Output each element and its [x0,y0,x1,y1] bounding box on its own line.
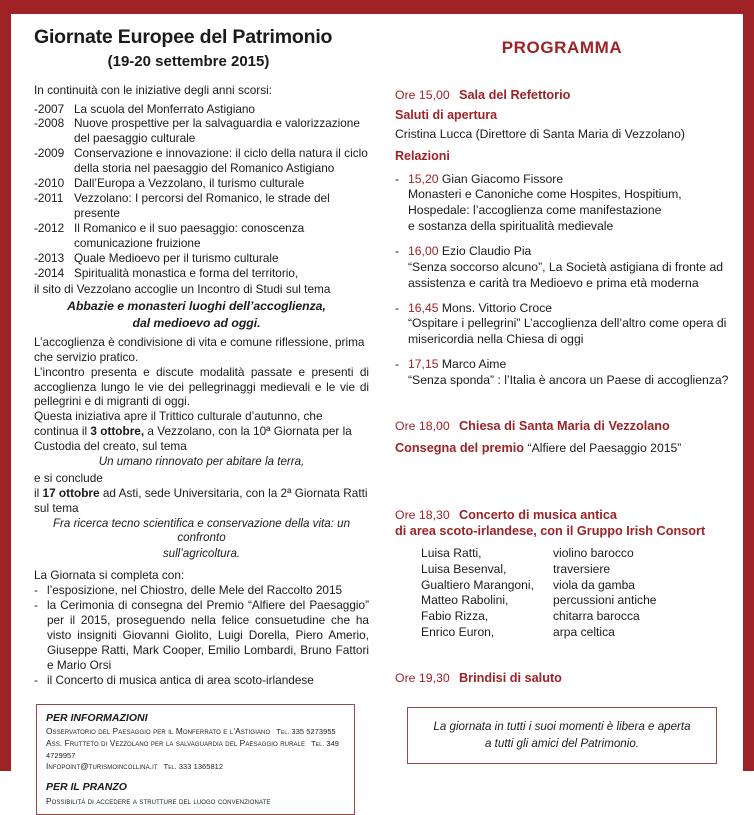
edition-title: Il Romanico e il suo paesaggio: conoscenza comunicazione fruizione [74,221,305,251]
edition-year: -2010 [34,176,65,191]
talk-header [408,172,729,188]
right-column [379,14,743,771]
performer-name: Matteo Rabolini, [421,593,509,608]
talk-header [408,357,729,373]
session-time: Ore 15,00 [395,88,450,102]
paragraph-accoglienza: L’accoglienza è condivisione di vita e comune riflessione, prima che servizio pratico. [34,334,365,364]
talk-header [408,301,729,317]
performer-name: Fabio Rizza, [421,609,489,624]
talk-body [408,301,729,349]
talk-item [395,357,729,389]
concert-title-line-1: Concerto di musica antica [459,507,617,522]
edition-title: Dall’Europa a Vezzolano, il turismo culturale [74,176,305,191]
list-item-text: il Concerto di musica antica di area scoto-irlandese [47,672,314,687]
relazioni-heading: Relazioni [395,148,450,163]
contact-phone: Tel. 349 4729957 [46,738,340,760]
talk-item [395,301,729,349]
info-heading: PER INFORMAZIONI [46,711,148,724]
list-item [34,673,369,688]
dash-bullet-icon: - [34,583,38,598]
session-time: Ore 18,00 [395,418,450,433]
session-place: Sala del Refettorio [459,88,571,102]
contact-phone: Tel. 333 1365812 [163,762,224,772]
talk-body [408,172,729,235]
page-subtitle: (19-20 settembre 2015) [107,53,270,71]
theme-custodia-creato: Un umano rinnovato per abitare la terra, [98,455,305,469]
talk-line: “Senza sponda” : l’Italia è ancora un Paese di accoglienza? [408,373,729,388]
ratti-text-b: ad Asti, sede Universitaria, con la 2ª Giornata Ratti sul tema [34,485,368,515]
performer-name: Gualtiero Marangoni, [421,577,534,592]
intro-lead: In continuità con le iniziative degli anni scorsi: [34,83,273,98]
contact-email[interactable]: Infopoint@turismoincollina.it [46,761,158,772]
award-name: “Alfiere del Paesaggio 2015” [527,440,682,455]
session-place: Chiesa di Santa Maria di Vezzolano [459,418,670,433]
intro-after-years: il sito di Vezzolano accoglie un Incontro di Studi sul tema [34,282,331,297]
dash-bullet-icon: - [395,357,400,372]
talk-line: Monasteri e Canoniche come Hospites, Hospitium, [408,187,682,202]
lunch-heading: PER IL PRANZO [46,781,127,794]
paragraph-ratti [34,486,369,516]
talk-time: 17,15 [408,357,439,372]
session-brindisi [395,671,729,685]
contact-name: Osservatorio del Paesaggio per il Monferrato e l’Astigiano [46,725,271,736]
contact-name: Ass. Frutteto di Vezzolano per la salvaguardia del Paesaggio rurale [46,737,306,748]
talk-line: assistenza e carità tra Medioevo e prima età moderna [408,275,699,290]
talk-speaker: Ezio Claudio Pia [441,244,532,259]
list-item [34,251,369,266]
paragraph-trittico [34,409,369,454]
edition-title: Quale Medioevo per il turismo culturale [74,251,279,266]
edition-title: La scuola del Monferrato Astigiano [74,101,255,116]
edition-title: Nuove prospettive per la salvaguardia e valorizzazione del paesaggio culturale [74,116,360,146]
presenter-name: Cristina Lucca (Direttore di Santa Maria di Vezzolano) [395,127,685,141]
award-row [395,441,729,455]
edition-year: -2008 [34,116,65,131]
session-time: Ore 19,30 [395,670,450,685]
talk-line: “Senza soccorso alcuno”, La Società astigiana di fronte ad [408,259,724,274]
list-item [34,102,369,117]
completes-intro: La Giornata si completa con: [34,568,185,583]
edition-title: Conservazione e innovazione: il ciclo della natura il ciclo della storia nel paesaggio del Romanico Astigiano [74,146,368,176]
performer-instrument: chitarra barocca [553,609,640,624]
concert-title-line-2: di area scoto-irlandese, con il Gruppo Irish Consort [395,524,706,539]
list-item [34,176,369,191]
table-row [421,593,729,609]
date-3-ottobre: 3 ottobre, [90,424,145,439]
list-item [34,116,369,146]
table-row [421,562,729,578]
contact-row [46,738,345,762]
dash-bullet-icon: - [34,672,38,687]
performer-instrument: arpa celtica [553,625,615,640]
session-place: Brindisi di saluto [459,670,562,685]
session-time-place [395,671,729,685]
session-time-place [395,88,729,102]
page-title: Giornate Europee del Patrimonio [34,26,333,48]
performer-instrument: viola da gamba [553,577,636,592]
talk-line: Hospedale: l’accoglienza come manifestazione [408,203,662,218]
theme-ratti-line-2: sull’agricoltura. [162,546,241,560]
list-item-text: l’esposizione, nel Chiostro, delle Mele del Raccolto 2015 [47,583,343,598]
lunch-note: Possibilità di accedere a strutture del luogo convenzionate [46,796,271,807]
talk-body [408,357,729,389]
table-row [421,546,729,562]
paragraph-conclude: e si conclude [34,470,103,485]
dash-bullet-icon: - [395,300,400,315]
talk-line: “Ospitare i pellegrini” L’accoglienza dell’altro come opera di [408,316,727,331]
talk-header [408,244,729,260]
main-theme-line-2: dal medioevo ad oggi. [132,316,261,331]
saluti-heading: Saluti di apertura [395,108,498,122]
edition-year: -2013 [34,251,65,266]
note-line-2: a tutti gli amici del Patrimonio. [484,736,639,750]
talk-item [395,244,729,292]
main-theme-line-1: Abbazie e monasteri luoghi dell’accoglienza, [67,299,326,314]
talk-item [395,172,729,235]
performer-instrument: violino barocco [553,545,634,560]
session-concerto [395,507,729,641]
edition-year: -2009 [34,146,65,161]
table-row [421,609,729,625]
list-item [34,583,369,598]
contact-row [46,726,345,738]
session-time-place [395,419,729,433]
performers-table [421,546,729,641]
list-item [34,221,369,251]
session-time: Ore 18,30 [395,507,450,522]
trittico-text-a: Questa iniziativa apre il Trittico culturale d’autunno, che continua il [34,409,323,439]
date-17-ottobre: 17 ottobre [42,485,100,500]
open-to-all-note-box [407,707,717,765]
table-row [421,625,729,641]
dash-bullet-icon: - [34,598,38,613]
talk-speaker: Marco Aime [441,357,507,372]
list-item [34,191,369,221]
edition-year: -2011 [34,191,64,206]
performer-name: Luisa Besenval, [421,561,507,576]
edition-title: Vezzolano: I percorsi del Romanico, le strade del presente [74,191,330,221]
right-red-band [743,0,754,771]
list-item-text: la Cerimonia di consegna del Premio “Alfiere del Paesaggio” per il 2015, proseguendo nella felice consuetudine che ha visto insigniti Giovanni Giolito, Luigi Dorella, Piero Amerio, Giuseppe Ratti, Mark Cooper, Emilio Lombardi, Bruno Fattori e Mario Orsi [47,598,369,673]
talk-line: e sostanza della spiritualità medievale [408,219,614,234]
contact-row [46,761,345,773]
edition-year: -2007 [34,101,65,116]
talk-speaker: Gian Giacomo Fissore [441,171,564,186]
session-time-place [395,507,729,524]
performer-instrument: traversiere [553,561,611,576]
talk-time: 15,20 [408,171,439,186]
talk-body [408,244,729,292]
list-item [34,598,369,673]
paragraph-incontro: L’incontro presenta e discute modalità passate e presenti di accoglienza lungo le vie dei pellegrinaggi medievali e le vie di pellegrini e di migranti di oggi. [34,364,369,409]
award-label: Consegna del premio [395,440,525,455]
left-red-band [0,0,11,771]
edition-title: Spiritualità monastica e forma del territorio, [74,266,299,281]
ratti-text-a: il [34,485,43,500]
page-content [11,14,743,807]
talk-time: 16,00 [408,244,439,259]
talk-time: 16,45 [408,300,439,315]
performer-name: Luisa Ratti, [421,545,482,560]
edition-year: -2012 [34,221,65,236]
talk-line: misericordia nella Chiesa di oggi [408,332,584,347]
note-line-1: La giornata in tutti i suoi momenti è libera e aperta [433,719,691,733]
list-item [34,146,369,176]
past-editions-list [34,102,369,282]
talk-speaker: Mons. Vittorio Croce [441,300,553,315]
dash-bullet-icon: - [395,244,400,259]
list-item [34,266,369,281]
session-refettorio [395,88,729,389]
session-chiesa [395,419,729,455]
performer-instrument: percussioni antiche [553,593,657,608]
left-column [11,14,379,807]
table-row [421,578,729,594]
edition-year: -2014 [34,266,65,281]
theme-ratti-line-1: Fra ricerca tecno scientifica e conservazione della vita: un confronto [52,516,351,545]
performer-name: Enrico Euron, [421,625,495,640]
contact-phone: Tel. 335 5273955 [276,726,336,736]
information-box [36,704,355,815]
top-red-band [0,0,754,14]
trittico-text-b: a Vezzolano, con la 10ª Giornata per la Custodia del creato, sul tema [34,424,352,454]
dash-bullet-icon: - [395,171,400,186]
completes-list [34,583,369,688]
programma-title: PROGRAMMA [501,38,623,57]
